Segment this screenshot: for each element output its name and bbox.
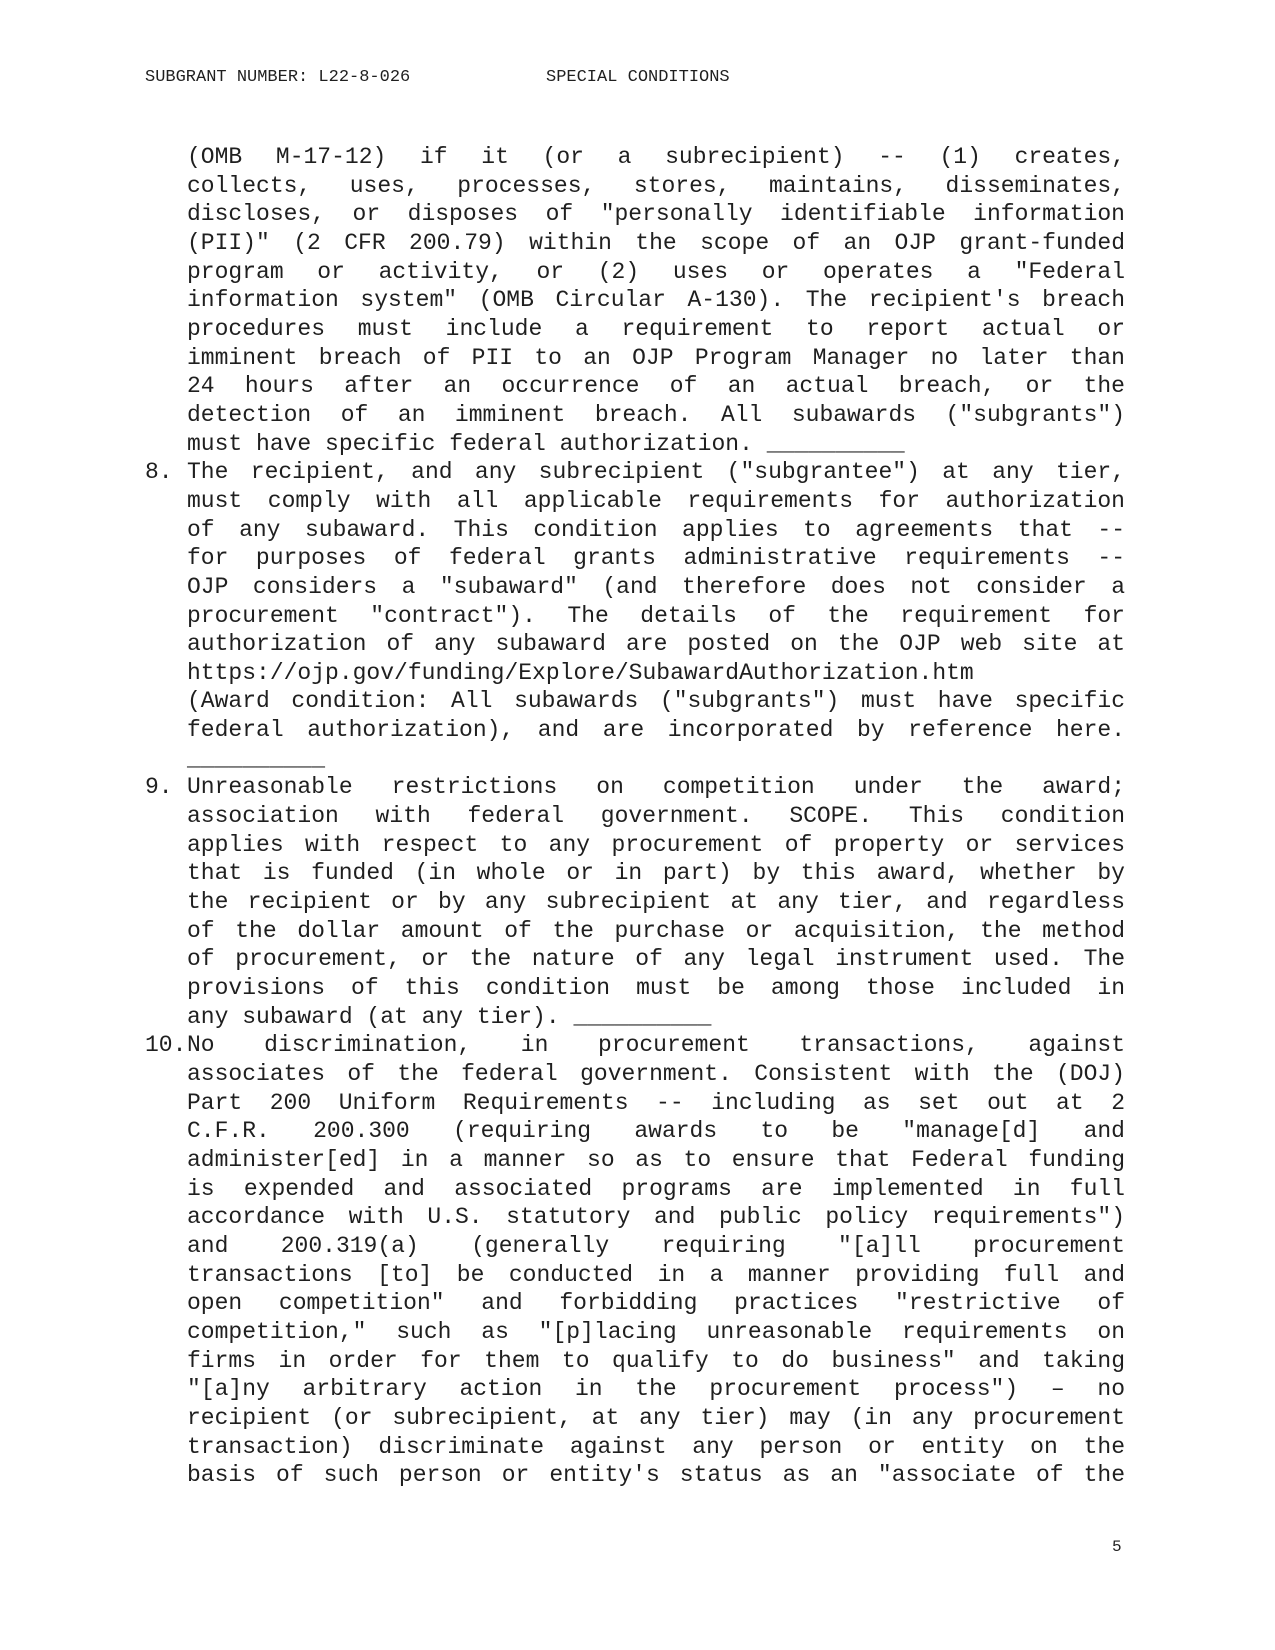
item-number: 10. bbox=[145, 1032, 187, 1059]
document-line: recipient (or subrecipient, at any tier) may (in any procurement bbox=[187, 1404, 1125, 1431]
document-line: federal authorization), and are incorporated by reference here. bbox=[187, 717, 1125, 744]
document-line: associates of the federal government. Consistent with the (DOJ) bbox=[187, 1061, 1125, 1087]
document-line: 24 hours after an occurrence of an actual breach, or the bbox=[187, 373, 1125, 400]
document-line: provisions of this condition must be among those included in bbox=[187, 975, 1125, 1002]
document-line: The recipient, and any subrecipient ("subgrantee") at any tier, bbox=[187, 459, 1125, 486]
document-line: Unreasonable restrictions on competition under the award; bbox=[187, 774, 1125, 801]
document-line: is expended and associated programs are implemented in full bbox=[187, 1175, 1125, 1202]
document-line: that is funded (in whole or in part) by this award, whether by bbox=[187, 860, 1125, 887]
document-line: of any subaward. This condition applies to agreements that -- bbox=[187, 516, 1125, 543]
subgrant-number-label: SUBGRANT NUMBER: L22-8-026 bbox=[145, 68, 411, 87]
document-line: "[a]ny arbitrary action in the procurement process") – no bbox=[187, 1376, 1125, 1403]
document-line: program or activity, or (2) uses or operates a "Federal bbox=[187, 258, 1125, 285]
document-line: collects, uses, processes, stores, maintains, disseminates, bbox=[187, 172, 1125, 199]
document-line: and 200.319(a) (generally requiring "[a]ll procurement bbox=[187, 1232, 1125, 1259]
document-line: (OMB M-17-12) if it (or a subrecipient) -- (1) creates, bbox=[187, 144, 1125, 170]
document-line: (Award condition: All subawards ("subgrants") must have specific bbox=[187, 688, 1125, 715]
document-line: procurement "contract"). The details of the requirement for bbox=[187, 602, 1125, 629]
page-title: SPECIAL CONDITIONS bbox=[546, 68, 730, 87]
item-number: 8. bbox=[145, 459, 173, 486]
document-line: of the dollar amount of the purchase or acquisition, the method bbox=[187, 917, 1125, 944]
document-body bbox=[145, 143, 1125, 1490]
document-line: competition," such as "[p]lacing unreasonable requirements on bbox=[187, 1318, 1125, 1345]
document-line: __________ bbox=[187, 745, 326, 772]
document-line: applies with respect to any procurement of property or services bbox=[187, 831, 1125, 858]
document-line: OJP considers a "subaward" (and therefore does not consider a bbox=[187, 573, 1125, 600]
page-number: 5 bbox=[1112, 1538, 1122, 1556]
condition-item-8 bbox=[145, 458, 1125, 773]
document-line: No discrimination, in procurement transactions, against bbox=[187, 1032, 1125, 1059]
condition-item-9 bbox=[145, 773, 1125, 1031]
document-line: open competition" and forbidding practices "restrictive of bbox=[187, 1290, 1125, 1317]
document-line: imminent breach of PII to an OJP Program Manager no later than bbox=[187, 344, 1125, 371]
document-line: basis of such person or entity's status as an "associate of the bbox=[187, 1462, 1125, 1489]
document-line: transactions [to] be conducted in a manner providing full and bbox=[187, 1261, 1125, 1288]
document-line: for purposes of federal grants administrative requirements -- bbox=[187, 545, 1125, 572]
document-line: detection of an imminent breach. All subawards ("subgrants") bbox=[187, 401, 1125, 428]
document-line: discloses, or disposes of "personally identifiable information bbox=[187, 201, 1125, 228]
document-line: information system" (OMB Circular A-130). The recipient's breach bbox=[187, 287, 1125, 314]
document-line: association with federal government. SCOPE. This condition bbox=[187, 803, 1125, 830]
document-line: procedures must include a requirement to report actual or bbox=[187, 315, 1125, 342]
document-line: https://ojp.gov/funding/Explore/SubawardAuthorization.htm bbox=[187, 659, 974, 686]
document-line: C.F.R. 200.300 (requiring awards to be "manage[d] and bbox=[187, 1118, 1125, 1145]
condition-paragraph bbox=[145, 143, 1125, 458]
document-line: must have specific federal authorization. __________ bbox=[187, 430, 905, 457]
condition-item-10 bbox=[145, 1031, 1125, 1490]
document-line: authorization of any subaward are posted on the OJP web site at bbox=[187, 631, 1125, 658]
document-line: administer[ed] in a manner so as to ensure that Federal funding bbox=[187, 1146, 1125, 1173]
document-line: transaction) discriminate against any person or entity on the bbox=[187, 1433, 1125, 1460]
document-line: accordance with U.S. statutory and public policy requirements") bbox=[187, 1204, 1125, 1231]
document-line: Part 200 Uniform Requirements -- including as set out at 2 bbox=[187, 1089, 1125, 1116]
item-number: 9. bbox=[145, 774, 173, 801]
document-line: must comply with all applicable requirements for authorization bbox=[187, 487, 1125, 514]
document-line: firms in order for them to qualify to do business" and taking bbox=[187, 1347, 1125, 1374]
document-line: (PII)" (2 CFR 200.79) within the scope of an OJP grant-funded bbox=[187, 229, 1125, 256]
document-line: the recipient or by any subrecipient at any tier, and regardless bbox=[187, 889, 1125, 916]
document-line: of procurement, or the nature of any legal instrument used. The bbox=[187, 946, 1125, 973]
document-line: any subaward (at any tier). __________ bbox=[187, 1003, 712, 1030]
